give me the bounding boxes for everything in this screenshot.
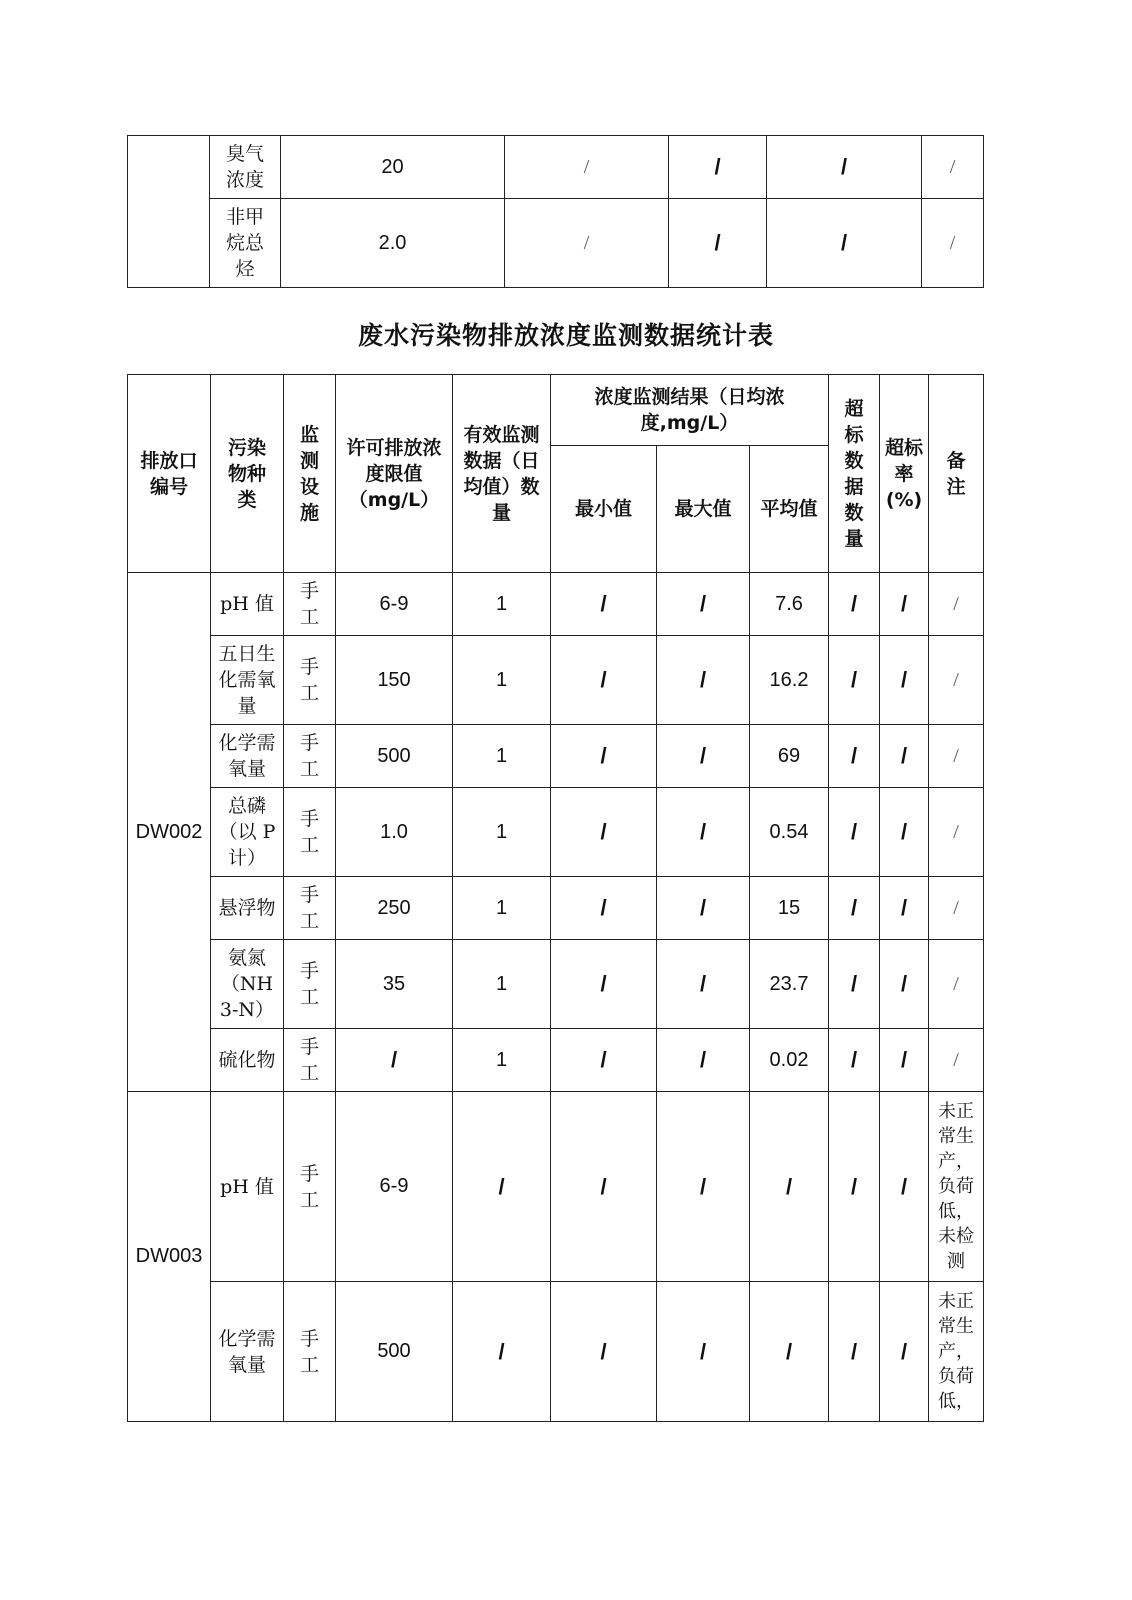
exceed-count-cell: / <box>829 1092 880 1282</box>
facility-cell: 手工 <box>284 636 336 725</box>
facility-cell: 手工 <box>284 1029 336 1092</box>
limit-cell: 1.0 <box>336 788 453 877</box>
min-cell: / <box>551 1092 657 1282</box>
value-cell: / <box>669 136 767 199</box>
value-cell: / <box>922 199 984 288</box>
facility-cell: 手工 <box>284 940 336 1029</box>
note-cell: / <box>929 788 984 877</box>
limit-cell: 35 <box>336 940 453 1029</box>
count-cell: / <box>453 1092 551 1282</box>
header-pollutant: 污染物种类 <box>211 375 284 573</box>
table-row <box>128 725 984 788</box>
note-cell: / <box>929 573 984 636</box>
value-cell: / <box>922 136 984 199</box>
table-row <box>128 1029 984 1092</box>
exceed-rate-cell: / <box>880 877 929 940</box>
wastewater-table <box>127 374 984 1422</box>
limit-cell: 6-9 <box>336 573 453 636</box>
avg-cell: 16.2 <box>750 636 829 725</box>
facility-cell: 手工 <box>284 1092 336 1282</box>
header-exceed-rate: 超标率(%) <box>880 375 929 573</box>
header-count: 有效监测数据（日均值）数量 <box>453 375 551 573</box>
pollutant-cell: pH 值 <box>211 1092 284 1282</box>
table-row <box>128 636 984 725</box>
value-cell: / <box>505 199 669 288</box>
table-row <box>128 573 984 636</box>
exceed-count-cell: / <box>829 1029 880 1092</box>
header-row <box>128 375 984 446</box>
pollutant-cell: 硫化物 <box>211 1029 284 1092</box>
table-row <box>128 1092 984 1282</box>
max-cell: / <box>657 1029 750 1092</box>
header-result-group: 浓度监测结果（日均浓度,mg/L） <box>551 375 829 446</box>
table-row <box>128 136 984 199</box>
exceed-count-cell: / <box>829 725 880 788</box>
table-row <box>128 1282 984 1422</box>
min-cell: / <box>551 573 657 636</box>
pollutant-cell: 非甲烷总烃 <box>210 199 281 288</box>
count-cell: 1 <box>453 725 551 788</box>
exceed-rate-cell: / <box>880 573 929 636</box>
facility-cell: 手工 <box>284 788 336 877</box>
avg-cell: 0.54 <box>750 788 829 877</box>
count-cell: 1 <box>453 573 551 636</box>
min-cell: / <box>551 1029 657 1092</box>
header-facility: 监测设施 <box>284 375 336 573</box>
header-avg: 平均值 <box>750 446 829 573</box>
header-exceed-count: 超标数据数量 <box>829 375 880 573</box>
min-cell: / <box>551 1282 657 1422</box>
avg-cell: 15 <box>750 877 829 940</box>
facility-cell: 手工 <box>284 877 336 940</box>
limit-cell: 250 <box>336 877 453 940</box>
avg-cell: / <box>750 1092 829 1282</box>
min-cell: / <box>551 636 657 725</box>
table-row <box>128 788 984 877</box>
avg-cell: / <box>750 1282 829 1422</box>
min-cell: / <box>551 877 657 940</box>
pollutant-cell: 总磷（以 P 计） <box>211 788 284 877</box>
max-cell: / <box>657 573 750 636</box>
count-cell: 1 <box>453 788 551 877</box>
avg-cell: 69 <box>750 725 829 788</box>
note-cell: / <box>929 940 984 1029</box>
value-cell: / <box>669 199 767 288</box>
pollutant-cell: 氨氮（NH3-N） <box>211 940 284 1029</box>
header-note: 备注 <box>929 375 984 573</box>
count-cell: 1 <box>453 636 551 725</box>
table-row <box>128 940 984 1029</box>
limit-cell: 500 <box>336 1282 453 1422</box>
outlet-cell: DW003 <box>128 1092 211 1422</box>
facility-cell: 手工 <box>284 1282 336 1422</box>
value-cell: / <box>767 136 922 199</box>
exceed-rate-cell: / <box>880 1092 929 1282</box>
limit-cell: 6-9 <box>336 1092 453 1282</box>
max-cell: / <box>657 636 750 725</box>
note-cell: 未正常生产，负荷低，未检测 <box>929 1092 984 1282</box>
value-cell: / <box>767 199 922 288</box>
count-cell: 1 <box>453 940 551 1029</box>
avg-cell: 7.6 <box>750 573 829 636</box>
max-cell: / <box>657 1282 750 1422</box>
count-cell: 1 <box>453 1029 551 1092</box>
exceed-count-cell: / <box>829 940 880 1029</box>
table-row <box>128 199 984 288</box>
count-cell: / <box>453 1282 551 1422</box>
exceed-rate-cell: / <box>880 940 929 1029</box>
header-limit: 许可排放浓度限值（mg/L） <box>336 375 453 573</box>
note-cell: / <box>929 877 984 940</box>
outlet-cell-empty <box>128 136 210 288</box>
limit-cell: 20 <box>281 136 505 199</box>
max-cell: / <box>657 940 750 1029</box>
max-cell: / <box>657 725 750 788</box>
facility-cell: 手工 <box>284 573 336 636</box>
pollutant-cell: 化学需氧量 <box>211 1282 284 1422</box>
max-cell: / <box>657 1092 750 1282</box>
min-cell: / <box>551 940 657 1029</box>
outlet-cell: DW002 <box>128 573 211 1092</box>
min-cell: / <box>551 788 657 877</box>
note-cell: 未正常生产，负荷低， <box>929 1282 984 1422</box>
pollutant-cell: 悬浮物 <box>211 877 284 940</box>
limit-cell: 2.0 <box>281 199 505 288</box>
exceed-count-cell: / <box>829 788 880 877</box>
value-cell: / <box>505 136 669 199</box>
avg-cell: 0.02 <box>750 1029 829 1092</box>
limit-cell: 500 <box>336 725 453 788</box>
note-cell: / <box>929 1029 984 1092</box>
note-cell: / <box>929 725 984 788</box>
table-row <box>128 877 984 940</box>
pollutant-cell: pH 值 <box>211 573 284 636</box>
exceed-count-cell: / <box>829 877 880 940</box>
top-continuation-table <box>127 135 984 288</box>
header-min: 最小值 <box>551 446 657 573</box>
exceed-count-cell: / <box>829 636 880 725</box>
note-cell: / <box>929 636 984 725</box>
avg-cell: 23.7 <box>750 940 829 1029</box>
min-cell: / <box>551 725 657 788</box>
pollutant-cell: 化学需氧量 <box>211 725 284 788</box>
exceed-rate-cell: / <box>880 788 929 877</box>
limit-cell: / <box>336 1029 453 1092</box>
page-title: 废水污染物排放浓度监测数据统计表 <box>357 321 774 350</box>
exceed-rate-cell: / <box>880 636 929 725</box>
pollutant-cell: 臭气浓度 <box>210 136 281 199</box>
pollutant-cell: 五日生化需氧量 <box>211 636 284 725</box>
header-max: 最大值 <box>657 446 750 573</box>
exceed-count-cell: / <box>829 1282 880 1422</box>
facility-cell: 手工 <box>284 725 336 788</box>
exceed-rate-cell: / <box>880 1282 929 1422</box>
max-cell: / <box>657 877 750 940</box>
exceed-rate-cell: / <box>880 725 929 788</box>
exceed-count-cell: / <box>829 573 880 636</box>
count-cell: 1 <box>453 877 551 940</box>
limit-cell: 150 <box>336 636 453 725</box>
header-outlet: 排放口编号 <box>128 375 211 573</box>
exceed-rate-cell: / <box>880 1029 929 1092</box>
max-cell: / <box>657 788 750 877</box>
